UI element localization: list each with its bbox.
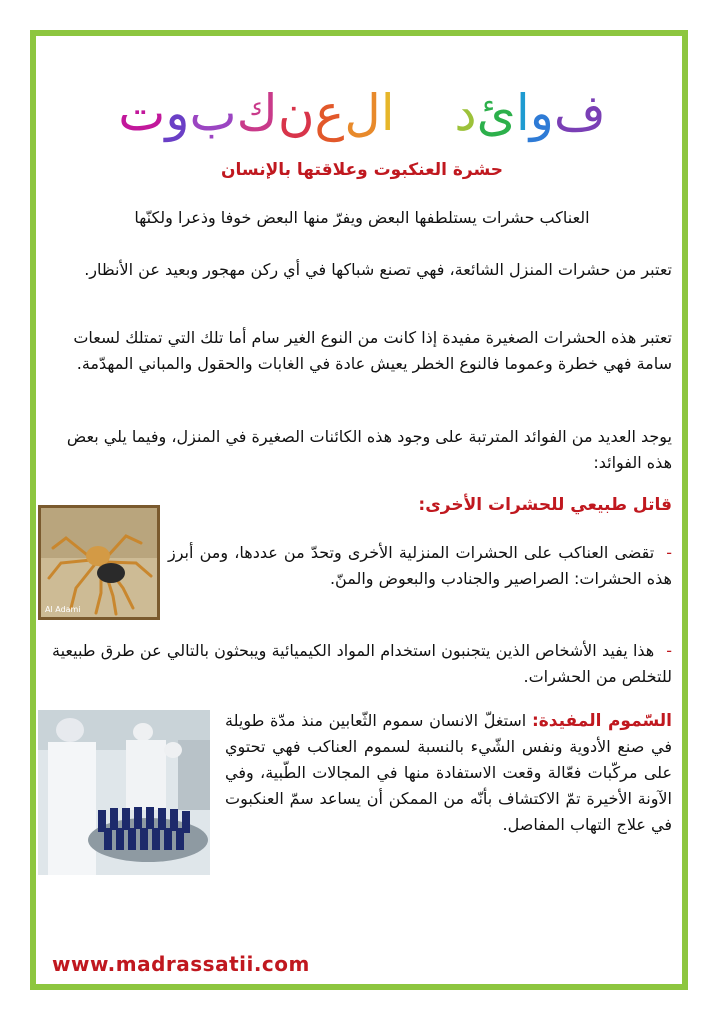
title-letter: ت — [118, 84, 166, 142]
title-letter: ا — [515, 84, 530, 142]
title-letter: ا — [380, 84, 395, 142]
bullet-item-2: -هذا يفيد الأشخاص الذين يتجنبون استخدام المواد الكيميائية ويبحثون بالتالي عن طرق طبيعية للتخلص من الحشرات. — [52, 641, 672, 686]
section-heading-useful-venoms: السّموم المفيدة: — [531, 711, 672, 731]
title-letter: و — [165, 84, 190, 142]
title-letter: ب — [189, 84, 237, 142]
page-title — [0, 78, 724, 148]
paragraph-intro: العناكب حشرات يستلطفها البعض ويفرّ منها البعض خوفا وذعرا ولكنّها — [134, 208, 590, 227]
spider-image — [38, 505, 160, 620]
bullet-item-1: -تقضى العناكب على الحشرات المنزلية الأخرى وتحدّ من عددها، ومن أبرز هذه الحشرات: الصراصير والجنادب والبعوض والمنّ. — [168, 543, 672, 588]
subtitle: حشرة العنكبوت وعلاقتها بالإنسان — [221, 160, 503, 180]
title-letter: ن — [277, 84, 315, 142]
paragraph-poison-types: تعتبر هذه الحشرات الصغيرة مفيدة إذا كانت من النوع الغير سام أما تلك التي تمتلك لسعات سامة فهي خطرة وعموما فالنوع الخطر يعيش عادة في الغابات والحقول والمباني المهدّمة. — [73, 328, 672, 373]
paragraph-common-insects: تعتبر من حشرات المنزل الشائعة، فهي تصنع شباكها في أي ركن مهجور وبعيد عن الأنظار. — [84, 260, 672, 279]
title-letter: ل — [344, 84, 381, 142]
lab-image — [38, 710, 210, 875]
website-link[interactable]: www.madrassatii.com — [52, 952, 310, 976]
title-letter: ك — [236, 84, 278, 142]
paragraph-useful-venoms: السّموم المفيدة: استغلّ الانسان سموم الثّعابين منذ مدّة طويلة في صنع الأدوية ونفس الشّيء بالنسبة لسموم العناكب فهي تحتوي على مركّبات فعّالة وقعت الاستفادة منها في المجالات الطّبية، وفي الآونة الأخيرة تمّ الاكتشاف بأنّه من الممكن أن يساعد سمّ العنكبوت في علاج التهاب المفاصل. — [225, 711, 672, 834]
title-letter: د — [454, 84, 477, 142]
title-letter: ف — [553, 84, 606, 142]
bullet-dash: - — [666, 543, 672, 562]
paragraph-benefits-intro: يوجد العديد من الفوائد المترتبة على وجود هذه الكائنات الصغيرة في المنزل، وفيما يلي بعض هذه الفوائد: — [66, 427, 672, 472]
title-letter: ئ — [476, 84, 516, 142]
image-caption: Al Adami — [45, 605, 81, 614]
title-letter: ع — [314, 84, 345, 142]
title-letter: و — [529, 84, 554, 142]
section-heading-natural-killer: قاتل طبيعي للحشرات الأخرى: — [418, 495, 672, 515]
title-letter — [395, 78, 455, 148]
bullet-dash: - — [666, 641, 672, 660]
